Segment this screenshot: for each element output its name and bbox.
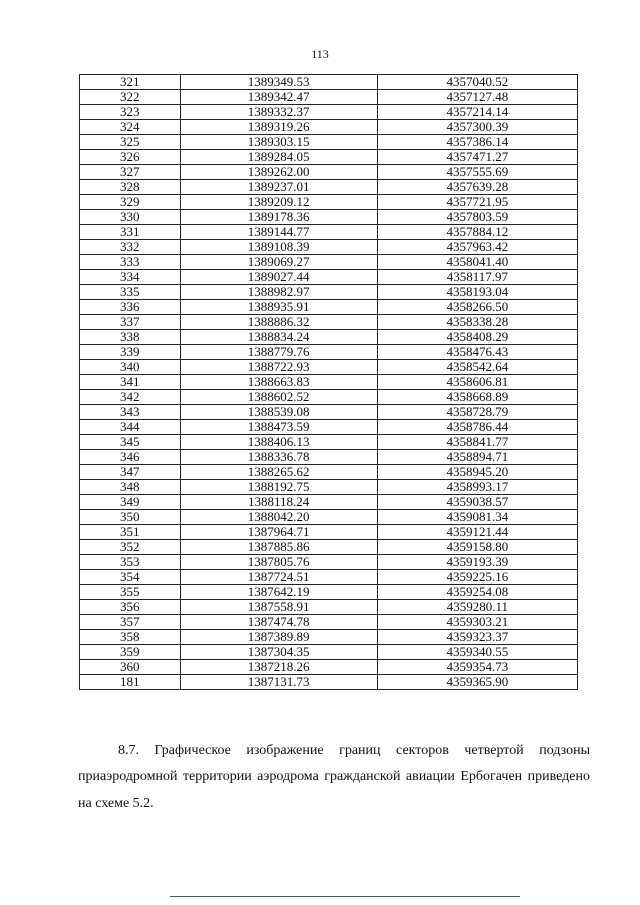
x-coordinate-cell: 1389284.05	[180, 150, 377, 165]
table-row	[80, 630, 578, 645]
point-number-cell: 343	[80, 405, 181, 420]
x-coordinate-cell: 1389262.00	[180, 165, 377, 180]
point-number-cell: 340	[80, 360, 181, 375]
coordinates-table	[79, 74, 578, 690]
x-coordinate-cell: 1387642.19	[180, 585, 377, 600]
x-coordinate-cell: 1389027.44	[180, 270, 377, 285]
x-coordinate-cell: 1388722.93	[180, 360, 377, 375]
point-number-cell: 342	[80, 390, 181, 405]
point-number-cell: 347	[80, 465, 181, 480]
table-row	[80, 90, 578, 105]
table-row	[80, 600, 578, 615]
point-number-cell: 357	[80, 615, 181, 630]
point-number-cell: 327	[80, 165, 181, 180]
table-row	[80, 675, 578, 690]
point-number-cell: 332	[80, 240, 181, 255]
y-coordinate-cell: 4358193.04	[377, 285, 577, 300]
y-coordinate-cell: 4359340.55	[377, 645, 577, 660]
y-coordinate-cell: 4358117.97	[377, 270, 577, 285]
point-number-cell: 321	[80, 75, 181, 90]
y-coordinate-cell: 4359121.44	[377, 525, 577, 540]
point-number-cell: 351	[80, 525, 181, 540]
table-row	[80, 465, 578, 480]
x-coordinate-cell: 1387474.78	[180, 615, 377, 630]
table-row	[80, 330, 578, 345]
y-coordinate-cell: 4358786.44	[377, 420, 577, 435]
x-coordinate-cell: 1388192.75	[180, 480, 377, 495]
y-coordinate-cell: 4357386.14	[377, 135, 577, 150]
table-row	[80, 555, 578, 570]
x-coordinate-cell: 1387885.86	[180, 540, 377, 555]
x-coordinate-cell: 1387805.76	[180, 555, 377, 570]
table-row	[80, 645, 578, 660]
y-coordinate-cell: 4357040.52	[377, 75, 577, 90]
table-row	[80, 75, 578, 90]
x-coordinate-cell: 1388406.13	[180, 435, 377, 450]
y-coordinate-cell: 4358041.40	[377, 255, 577, 270]
x-coordinate-cell: 1388042.20	[180, 510, 377, 525]
x-coordinate-cell: 1388935.91	[180, 300, 377, 315]
x-coordinate-cell: 1389319.26	[180, 120, 377, 135]
x-coordinate-cell: 1387131.73	[180, 675, 377, 690]
x-coordinate-cell: 1387389.89	[180, 630, 377, 645]
y-coordinate-cell: 4358668.89	[377, 390, 577, 405]
x-coordinate-cell: 1388663.83	[180, 375, 377, 390]
y-coordinate-cell: 4357471.27	[377, 150, 577, 165]
y-coordinate-cell: 4358408.29	[377, 330, 577, 345]
y-coordinate-cell: 4357803.59	[377, 210, 577, 225]
point-number-cell: 356	[80, 600, 181, 615]
table-row	[80, 240, 578, 255]
table-row	[80, 195, 578, 210]
y-coordinate-cell: 4358841.77	[377, 435, 577, 450]
x-coordinate-cell: 1387218.26	[180, 660, 377, 675]
x-coordinate-cell: 1389303.15	[180, 135, 377, 150]
paragraph-8-7-line-1: 8.7. Графическое изображение границ секторов четвертой подзоны	[118, 743, 590, 758]
point-number-cell: 329	[80, 195, 181, 210]
point-number-cell: 334	[80, 270, 181, 285]
table-row	[80, 120, 578, 135]
y-coordinate-cell: 4357214.14	[377, 105, 577, 120]
table-row	[80, 300, 578, 315]
y-coordinate-cell: 4359038.57	[377, 495, 577, 510]
point-number-cell: 358	[80, 630, 181, 645]
table-row	[80, 135, 578, 150]
point-number-cell: 339	[80, 345, 181, 360]
x-coordinate-cell: 1387964.71	[180, 525, 377, 540]
point-number-cell: 322	[80, 90, 181, 105]
table-row	[80, 285, 578, 300]
y-coordinate-cell: 4358894.71	[377, 450, 577, 465]
table-row	[80, 360, 578, 375]
paragraph-8-7-line-2: приаэродромной территории аэродрома гражданской авиации Ербогачен приведено	[78, 769, 590, 784]
point-number-cell: 324	[80, 120, 181, 135]
x-coordinate-cell: 1388602.52	[180, 390, 377, 405]
table-row	[80, 405, 578, 420]
x-coordinate-cell: 1388118.24	[180, 495, 377, 510]
y-coordinate-cell: 4357127.48	[377, 90, 577, 105]
x-coordinate-cell: 1389237.01	[180, 180, 377, 195]
y-coordinate-cell: 4359303.21	[377, 615, 577, 630]
x-coordinate-cell: 1388779.76	[180, 345, 377, 360]
point-number-cell: 355	[80, 585, 181, 600]
table-row	[80, 615, 578, 630]
point-number-cell: 360	[80, 660, 181, 675]
y-coordinate-cell: 4357963.42	[377, 240, 577, 255]
table-row	[80, 345, 578, 360]
table-row	[80, 225, 578, 240]
x-coordinate-cell: 1388539.08	[180, 405, 377, 420]
x-coordinate-cell: 1389178.36	[180, 210, 377, 225]
y-coordinate-cell: 4357639.28	[377, 180, 577, 195]
x-coordinate-cell: 1389144.77	[180, 225, 377, 240]
y-coordinate-cell: 4358728.79	[377, 405, 577, 420]
y-coordinate-cell: 4359254.08	[377, 585, 577, 600]
table-row	[80, 570, 578, 585]
point-number-cell: 344	[80, 420, 181, 435]
point-number-cell: 328	[80, 180, 181, 195]
x-coordinate-cell: 1388473.59	[180, 420, 377, 435]
table-row	[80, 315, 578, 330]
x-coordinate-cell: 1388265.62	[180, 465, 377, 480]
x-coordinate-cell: 1388886.32	[180, 315, 377, 330]
y-coordinate-cell: 4359280.11	[377, 600, 577, 615]
table-row	[80, 480, 578, 495]
table-row	[80, 270, 578, 285]
y-coordinate-cell: 4358993.17	[377, 480, 577, 495]
point-number-cell: 346	[80, 450, 181, 465]
y-coordinate-cell: 4358338.28	[377, 315, 577, 330]
y-coordinate-cell: 4359365.90	[377, 675, 577, 690]
x-coordinate-cell: 1389342.47	[180, 90, 377, 105]
x-coordinate-cell: 1389108.39	[180, 240, 377, 255]
table-row	[80, 420, 578, 435]
table-row	[80, 180, 578, 195]
bottom-rule	[170, 896, 520, 897]
y-coordinate-cell: 4358476.43	[377, 345, 577, 360]
y-coordinate-cell: 4358542.64	[377, 360, 577, 375]
y-coordinate-cell: 4358606.81	[377, 375, 577, 390]
point-number-cell: 354	[80, 570, 181, 585]
page-number: 113	[311, 47, 329, 61]
point-number-cell: 335	[80, 285, 181, 300]
point-number-cell: 352	[80, 540, 181, 555]
y-coordinate-cell: 4359354.73	[377, 660, 577, 675]
coordinates-table-body	[80, 75, 578, 690]
y-coordinate-cell: 4359158.80	[377, 540, 577, 555]
y-coordinate-cell: 4359323.37	[377, 630, 577, 645]
y-coordinate-cell: 4358266.50	[377, 300, 577, 315]
point-number-cell: 345	[80, 435, 181, 450]
y-coordinate-cell: 4359225.16	[377, 570, 577, 585]
table-row	[80, 210, 578, 225]
x-coordinate-cell: 1388982.97	[180, 285, 377, 300]
table-row	[80, 105, 578, 120]
table-row	[80, 540, 578, 555]
point-number-cell: 336	[80, 300, 181, 315]
point-number-cell: 353	[80, 555, 181, 570]
point-number-cell: 349	[80, 495, 181, 510]
point-number-cell: 359	[80, 645, 181, 660]
point-number-cell: 331	[80, 225, 181, 240]
table-row	[80, 660, 578, 675]
table-row	[80, 450, 578, 465]
table-row	[80, 165, 578, 180]
table-row	[80, 585, 578, 600]
point-number-cell: 330	[80, 210, 181, 225]
paragraph-8-7-line-3: на схеме 5.2.	[78, 796, 154, 811]
x-coordinate-cell: 1389069.27	[180, 255, 377, 270]
point-number-cell: 348	[80, 480, 181, 495]
point-number-cell: 181	[80, 675, 181, 690]
x-coordinate-cell: 1388336.78	[180, 450, 377, 465]
table-row	[80, 375, 578, 390]
x-coordinate-cell: 1389209.12	[180, 195, 377, 210]
point-number-cell: 325	[80, 135, 181, 150]
y-coordinate-cell: 4358945.20	[377, 465, 577, 480]
point-number-cell: 338	[80, 330, 181, 345]
x-coordinate-cell: 1389332.37	[180, 105, 377, 120]
point-number-cell: 326	[80, 150, 181, 165]
table-row	[80, 255, 578, 270]
x-coordinate-cell: 1388834.24	[180, 330, 377, 345]
point-number-cell: 341	[80, 375, 181, 390]
y-coordinate-cell: 4357884.12	[377, 225, 577, 240]
table-row	[80, 510, 578, 525]
y-coordinate-cell: 4357555.69	[377, 165, 577, 180]
x-coordinate-cell: 1387304.35	[180, 645, 377, 660]
table-row	[80, 390, 578, 405]
table-row	[80, 435, 578, 450]
point-number-cell: 350	[80, 510, 181, 525]
table-row	[80, 150, 578, 165]
point-number-cell: 333	[80, 255, 181, 270]
x-coordinate-cell: 1389349.53	[180, 75, 377, 90]
point-number-cell: 337	[80, 315, 181, 330]
x-coordinate-cell: 1387558.91	[180, 600, 377, 615]
y-coordinate-cell: 4357300.39	[377, 120, 577, 135]
y-coordinate-cell: 4359193.39	[377, 555, 577, 570]
y-coordinate-cell: 4359081.34	[377, 510, 577, 525]
y-coordinate-cell: 4357721.95	[377, 195, 577, 210]
table-row	[80, 495, 578, 510]
table-row	[80, 525, 578, 540]
x-coordinate-cell: 1387724.51	[180, 570, 377, 585]
point-number-cell: 323	[80, 105, 181, 120]
